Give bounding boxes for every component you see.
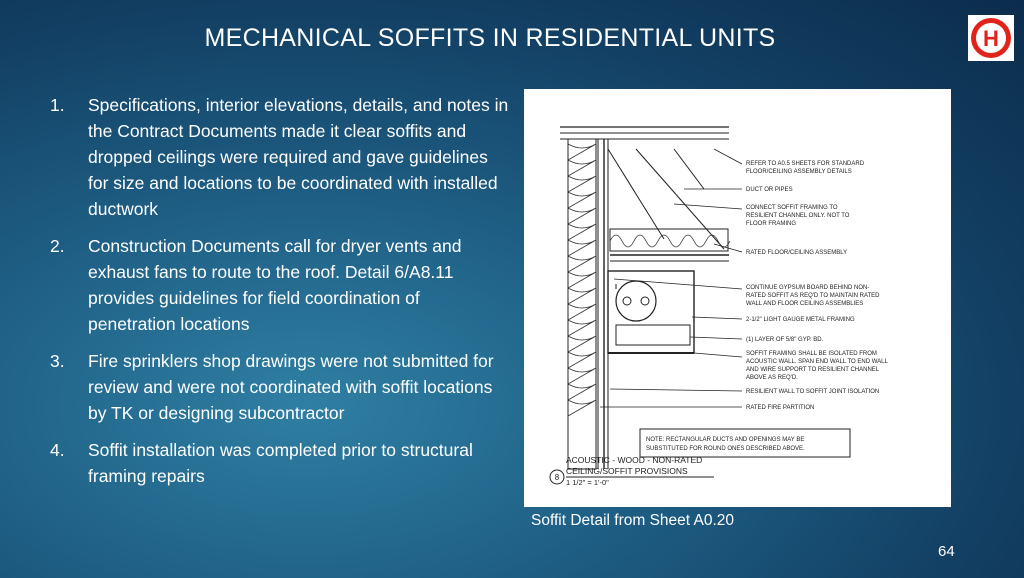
drawing-callout: AND WIRE SUPPORT TO RESILIENT CHANNEL (746, 367, 880, 373)
drawing-callout: RATED FLOOR/CEILING ASSEMBLY (746, 250, 848, 256)
drawing-callout: RATED FIRE PARTITION (746, 405, 815, 411)
drawing-callout: REFER TO A0.5 SHEETS FOR STANDARD (746, 161, 865, 167)
drawing-callout: (1) LAYER OF 5/8" GYP. BD. (746, 337, 824, 343)
logo-letter: H (983, 26, 999, 51)
soffit-detail-drawing (524, 89, 951, 507)
detail-title: ACOUSTIC - WOOD - NON-RATED (566, 455, 703, 465)
figure-caption: Soffit Detail from Sheet A0.20 (531, 512, 735, 529)
bullet-text: Construction Documents call for dryer vents and exhaust fans to route to the roof. Detail 6/A8.11 provides guidelines for field coordination of penetration locations (88, 236, 462, 334)
drawing-callout: CONTINUE GYPSUM BOARD BEHIND NON- (746, 285, 870, 291)
drawing-callout: FLOOR FRAMING (746, 221, 797, 227)
drawing-callout: RATED SOFFIT AS REQ'D TO MAINTAIN RATED (746, 293, 880, 299)
bullet-item (42, 348, 512, 426)
bullet-number: 4. (50, 440, 65, 460)
soffit-detail-figure (524, 89, 951, 507)
bullet-item (42, 437, 512, 489)
drawing-callout: RESILIENT WALL TO SOFFIT JOINT ISOLATION (746, 389, 880, 395)
page-number: 64 (938, 543, 955, 560)
drawing-note: SUBSTITUTED FOR ROUND ONES DESCRIBED ABOVE. (646, 446, 805, 452)
drawing-callout: 2-1/2" LIGHT GAUGE METAL FRAMING (746, 317, 855, 323)
drawing-callout: SOFFIT FRAMING SHALL BE ISOLATED FROM (746, 351, 877, 357)
bullet-number: 3. (50, 351, 65, 371)
bullet-number: 1. (50, 95, 65, 115)
drawing-callout: ACOUSTIC WALL. SPAN END WALL TO END WALL (746, 359, 888, 365)
drawing-callout: DUCT OR PIPES (746, 187, 793, 193)
bullet-text: Specifications, interior elevations, details, and notes in the Contract Documents made it clear soffits and dropped ceilings were required and gave guidelines for size and locations to be coordinated with installed ductwork (88, 95, 509, 219)
detail-number: 8 (554, 473, 560, 482)
detail-title: CEILING/SOFFIT PROVISIONS (566, 466, 688, 476)
drawing-note: NOTE: RECTANGULAR DUCTS AND OPENINGS MAY BE (646, 437, 805, 443)
drawing-callout: WALL AND FLOOR CEILING ASSEMBLIES (746, 301, 864, 307)
bullet-list (42, 92, 512, 500)
bullet-number: 2. (50, 236, 65, 256)
bullet-item (42, 233, 512, 337)
drawing-callout: RESILIENT CHANNEL ONLY. NOT TO (746, 213, 850, 219)
bullet-text: Soffit installation was completed prior to structural framing repairs (88, 440, 473, 486)
drawing-callout: ABOVE AS REQ'D. (746, 375, 798, 381)
bullet-text: Fire sprinklers shop drawings were not submitted for review and were not coordinated with soffit locations by TK or designing subcontractor (88, 351, 494, 423)
drawing-callout: FLOOR/CEILING ASSEMBLY DETAILS (746, 169, 852, 175)
bullet-item (42, 92, 512, 222)
slide-title: MECHANICAL SOFFITS IN RESIDENTIAL UNITS (204, 24, 776, 52)
company-logo (968, 15, 1014, 61)
drawing-callout: CONNECT SOFFIT FRAMING TO (746, 205, 838, 211)
detail-scale: 1 1/2" = 1'-0" (566, 478, 609, 487)
